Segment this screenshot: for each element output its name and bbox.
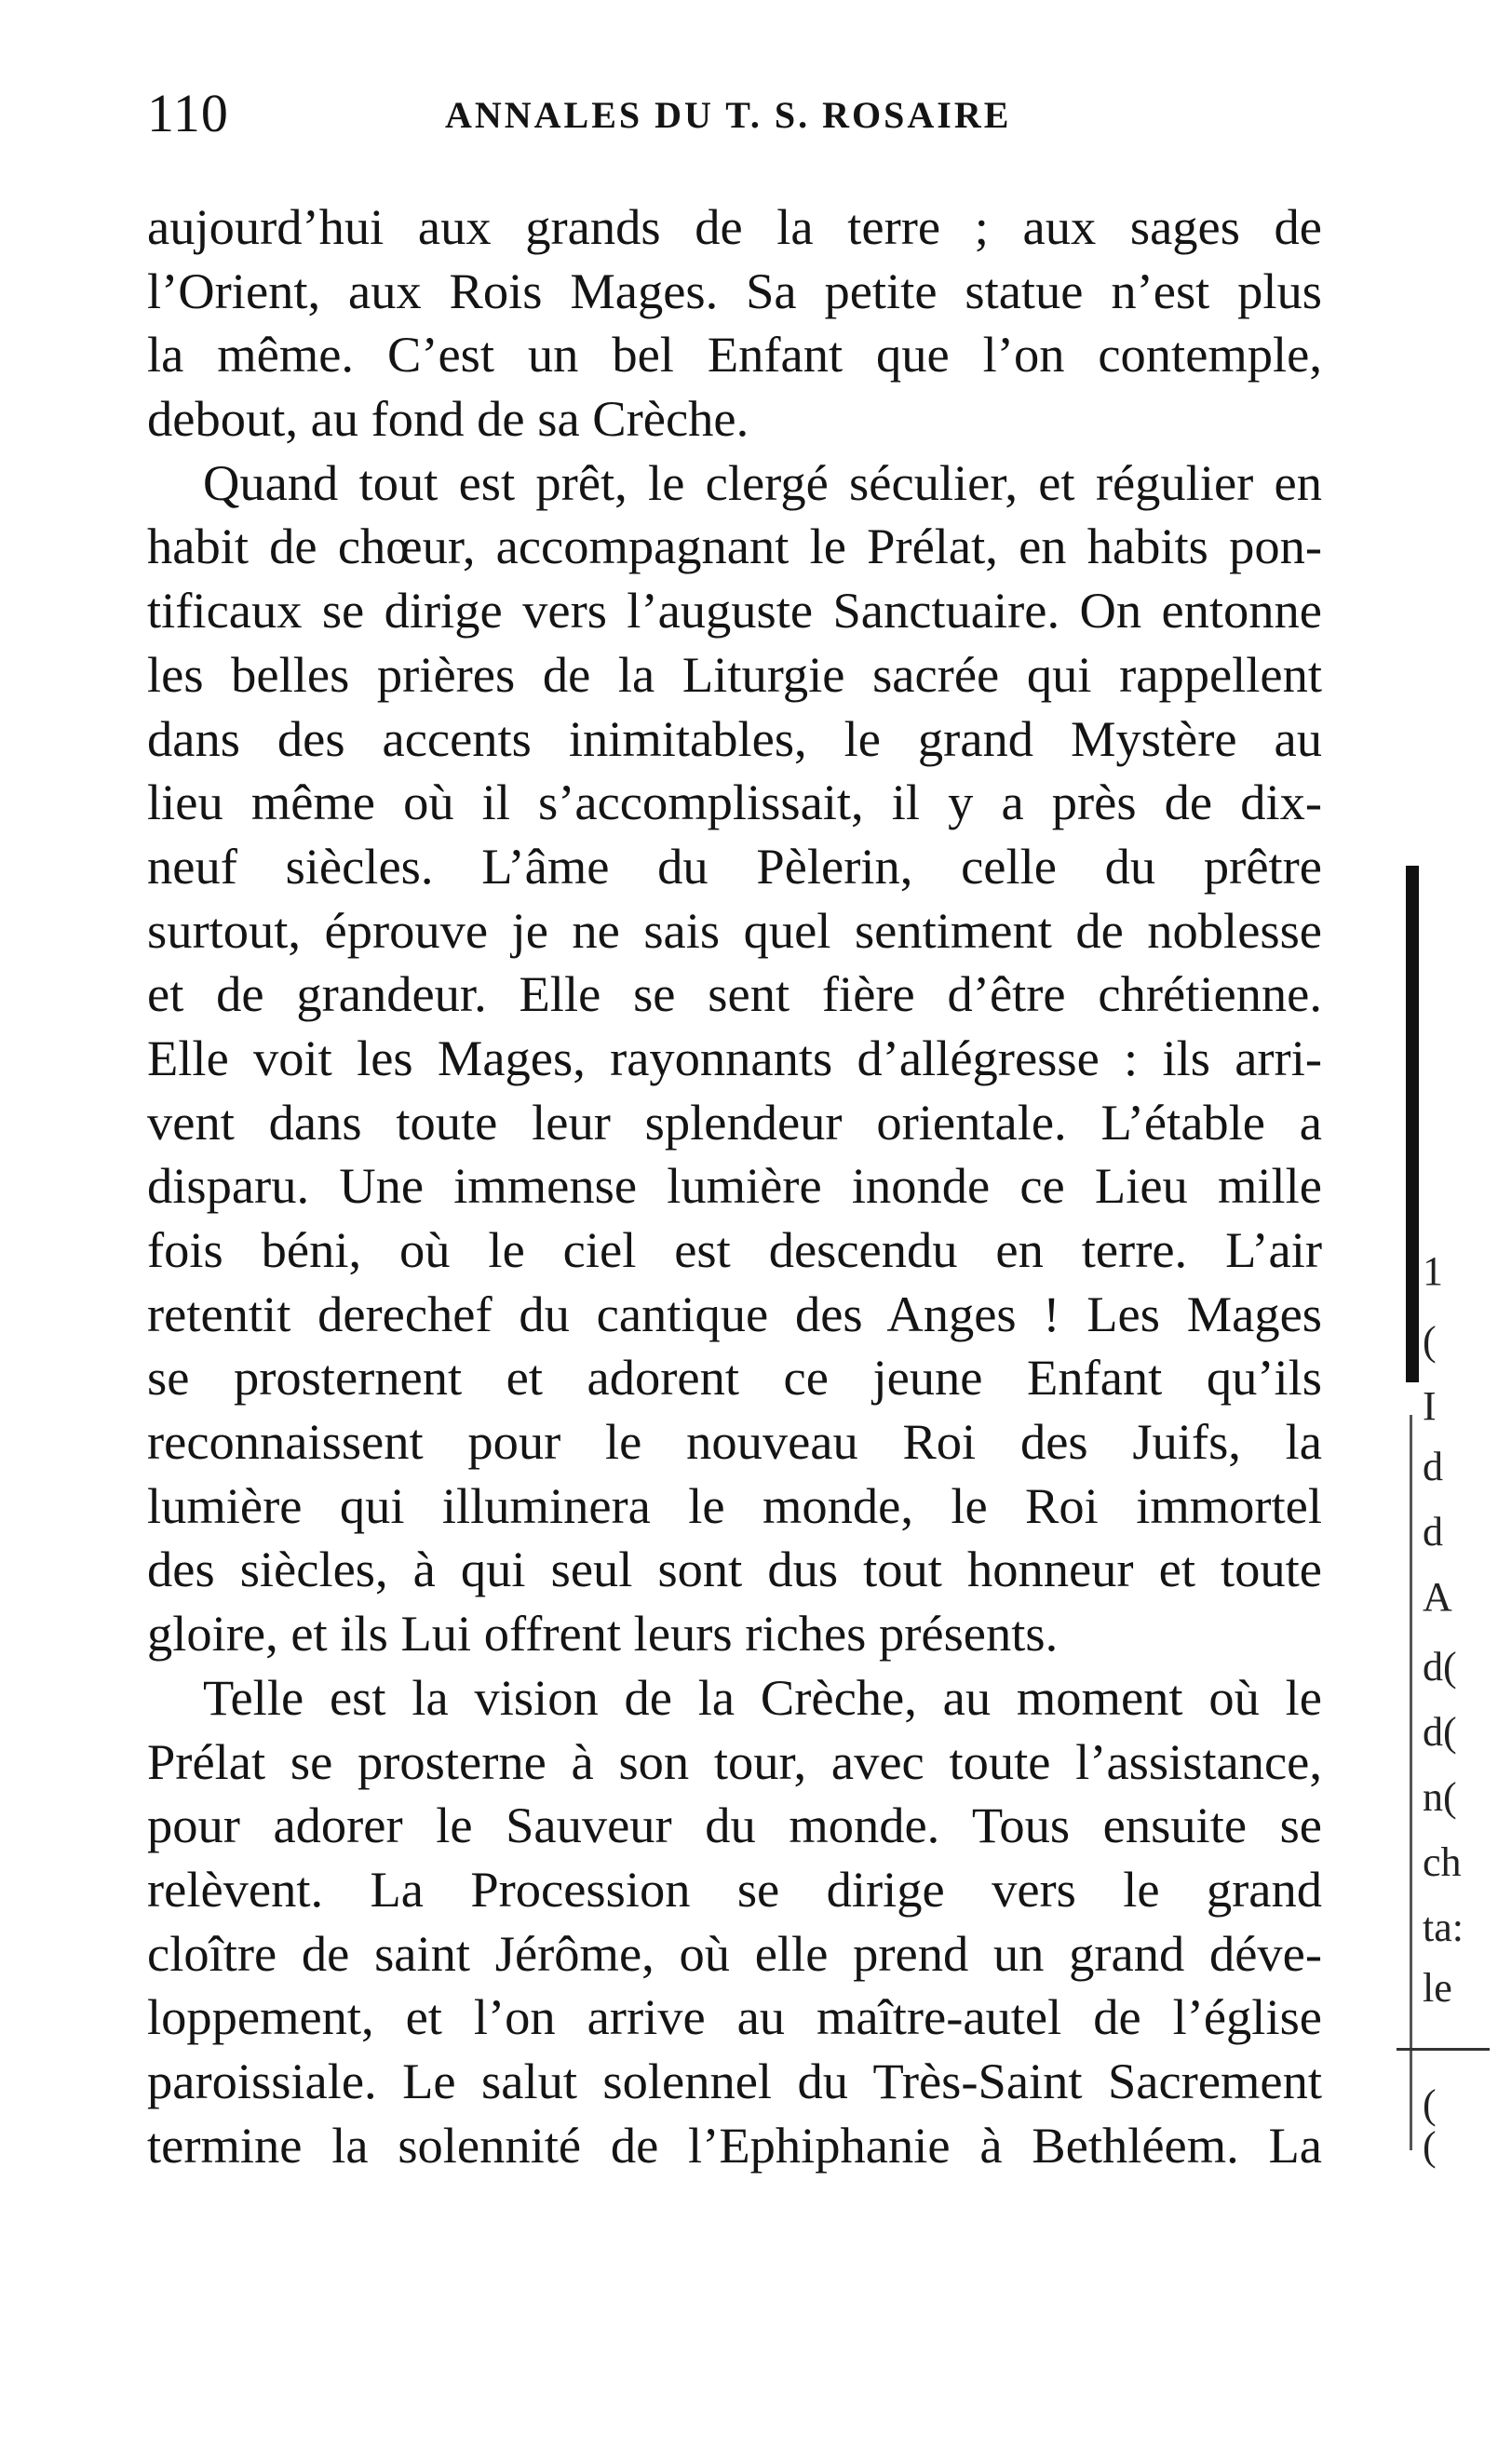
edge-fragment: le [1423,1965,1452,2011]
text-line: termine la solennité de l’Ephiphanie à Bethléem. La [147,2116,1322,2174]
text-line: tificaux se dirige vers l’auguste Sanctuaire. On entonne [147,582,1322,640]
edge-fragment: ( [1423,1318,1437,1364]
text-line: des siècles, à qui seul sont dus tout honneur et toute [147,1541,1322,1598]
text-line: surtout, éprouve je ne sais quel sentiment de noblesse [147,901,1322,959]
text-line: relèvent. La Procession se dirige vers le grand [147,1860,1322,1918]
text-line: retentit derechef du cantique des Anges ! Les Mages [147,1285,1322,1342]
facing-page-edge [1406,838,1494,2197]
edge-fragment: I [1423,1383,1437,1429]
text-line: l’Orient, aux Rois Mages. Sa petite statue n’est plus [147,262,1322,319]
text-line: se prosternent et adorent ce jeune Enfant qu’ils [147,1349,1322,1407]
page-number: 110 [147,83,229,143]
edge-fragment: d [1423,1509,1443,1555]
edge-fragment: ch [1423,1839,1462,1885]
text-line: loppement, et l’on arrive au maître-autel de l’église [147,1988,1322,2046]
edge-fragment: ( [1423,2123,1437,2169]
text-line: vent dans toute leur splendeur orientale. L’étable a [147,1093,1322,1151]
text-line: pour adorer le Sauveur du monde. Tous ensuite se [147,1797,1322,1854]
text-line: Elle voit les Mages, rayonnants d’allégresse : ils arri- [147,1029,1322,1086]
text-line: la même. C’est un bel Enfant que l’on contemple, [147,326,1322,384]
body-text [147,195,1322,2177]
text-line: reconnaissent pour le nouveau Roi des Juifs, la [147,1413,1322,1471]
text-line: aujourd’hui aux grands de la terre ; aux sages de [147,198,1322,255]
text-line: fois béni, où le ciel est descendu en terre. L’air [147,1221,1322,1278]
text-line: disparu. Une immense lumière inonde ce Lieu mille [147,1157,1322,1215]
text-line: lieu même où il s’accomplissait, il y a près de dix- [147,774,1322,831]
text-line: cloître de saint Jérôme, où elle prend un grand déve- [147,1924,1322,1982]
running-title: ANNALES DU T. S. ROSAIRE [445,94,1012,136]
text-line: neuf siècles. L’âme du Pèlerin, celle du prêtre [147,837,1322,895]
edge-fragment: d( [1423,1709,1457,1755]
edge-fragment: A [1423,1574,1452,1620]
text-line: Quand tout est prêt, le clergé séculier, et régulier en [203,453,1322,511]
margin-rule [1406,866,1419,1382]
edge-dash [1397,2048,1490,2051]
text-line: dans des accents inimitables, le grand Mystère au [147,709,1322,767]
text-line: les belles prières de la Liturgie sacrée qui rappellent [147,645,1322,703]
edge-fragment: 1 [1423,1248,1443,1294]
text-line: debout, au fond de sa Crèche. [147,390,749,448]
edge-fragment: n( [1423,1774,1457,1820]
edge-fragment: d [1423,1444,1443,1489]
text-line: paroissiale. Le salut solennel du Très-Saint Sacrement [147,2052,1322,2109]
edge-fragment: ( [1423,2081,1437,2127]
margin-rule-thin [1410,1415,1412,2150]
text-line: et de grandeur. Elle se sent fière d’être chrétienne. [147,965,1322,1023]
text-line: Prélat se prosterne à son tour, avec toute l’assistance, [147,1732,1322,1790]
edge-fragment: d( [1423,1644,1457,1690]
text-line: Telle est la vision de la Crèche, au moment où le [203,1668,1322,1726]
text-line: gloire, et ils Lui offrent leurs riches présents. [147,1605,1059,1663]
text-line: lumière qui illuminera le monde, le Roi immortel [147,1476,1322,1534]
page-header [147,82,1320,156]
edge-fragment: ta: [1423,1905,1464,1950]
text-line: habit de chœur, accompagnant le Prélat, en habits pon- [147,518,1322,575]
